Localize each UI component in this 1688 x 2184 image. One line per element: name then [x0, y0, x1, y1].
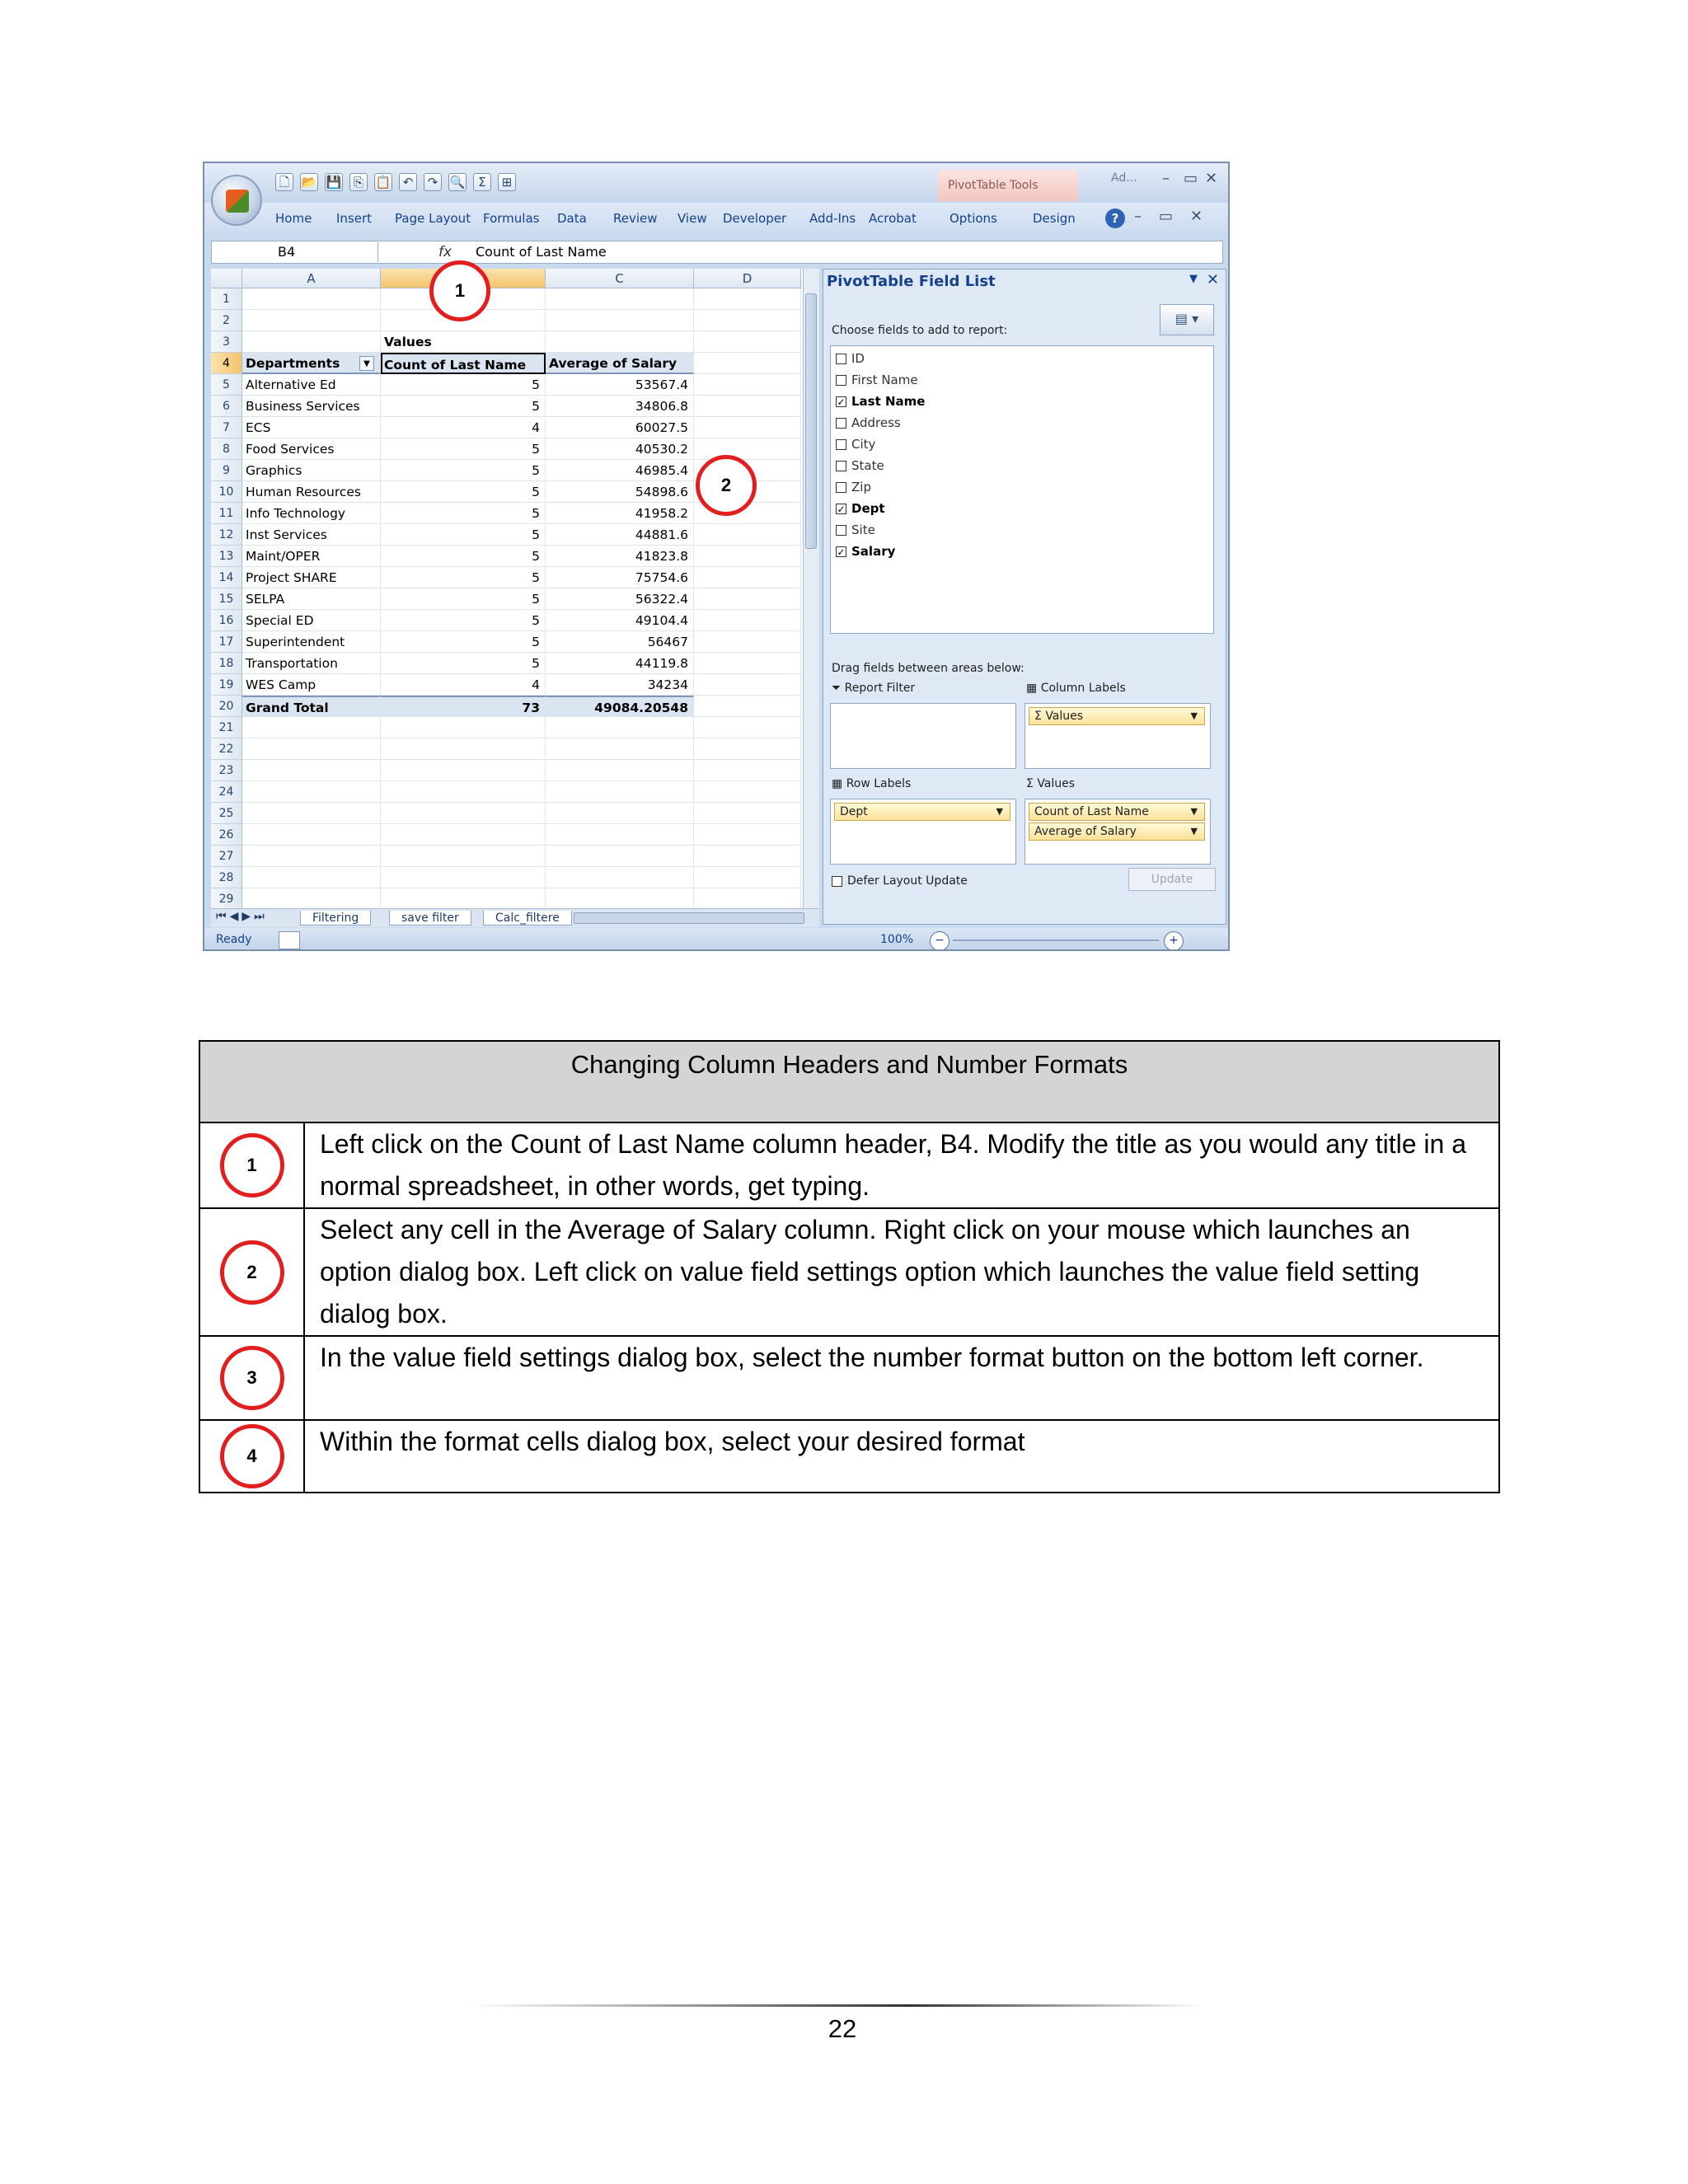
step-row	[199, 1420, 1499, 1493]
chevron-down-icon: ▼	[1190, 710, 1198, 721]
cell-a20[interactable]: Grand Total	[242, 696, 381, 717]
field-label: Salary	[851, 544, 896, 559]
print-preview-icon[interactable]: 🔍	[449, 175, 466, 190]
cell-a2[interactable]	[242, 310, 381, 331]
cell-d12[interactable]	[694, 524, 801, 546]
row-header[interactable]: 3	[211, 331, 242, 353]
cell-c29[interactable]	[546, 888, 694, 908]
field-label: State	[851, 458, 884, 473]
step-number-cell	[199, 1122, 304, 1208]
pane-dropdown-icon[interactable]: ▼	[1189, 273, 1198, 285]
row-header[interactable]: 6	[211, 396, 242, 417]
report-filter-text: Report Filter	[844, 682, 916, 695]
callout-1: 1	[429, 260, 490, 321]
cell-a29[interactable]	[242, 888, 381, 908]
cell-a21[interactable]	[242, 717, 381, 738]
step-row	[199, 1208, 1499, 1336]
chevron-down-icon: ▼	[1190, 806, 1198, 817]
field-layout-icon[interactable]: ▤ ▾	[1160, 304, 1214, 335]
field-checkbox[interactable]	[836, 375, 846, 386]
cell-b11[interactable]: 5	[381, 503, 546, 524]
cell-c14[interactable]: 75754.6	[546, 567, 694, 588]
values-area-text: Values	[1037, 777, 1076, 790]
values-area[interactable]	[1025, 799, 1211, 865]
tab-page-layout[interactable]: Page Layout	[395, 211, 471, 226]
zoom-level: 100%	[880, 933, 914, 946]
cell-a22[interactable]	[242, 738, 381, 760]
row-labels-text: Row Labels	[846, 777, 912, 790]
cell-b6[interactable]: 5	[381, 396, 546, 417]
horizontal-scrollbar[interactable]	[574, 912, 804, 924]
cell-b13[interactable]: 5	[381, 546, 546, 567]
window-title: Ad...	[1111, 171, 1137, 185]
field-checkbox[interactable]	[836, 439, 846, 450]
ribbon-close-icon[interactable]: ✕	[1190, 208, 1203, 225]
cell-b12[interactable]: 5	[381, 524, 546, 546]
callout-2: 2	[696, 455, 757, 516]
cell-a24[interactable]	[242, 781, 381, 803]
column-header-a[interactable]: A	[242, 269, 381, 288]
step-row	[199, 1336, 1499, 1420]
column-header-c[interactable]: C	[546, 269, 694, 288]
step-2-badge: 2	[220, 1240, 284, 1305]
drag-fields-label: Drag fields between areas below:	[832, 662, 1025, 675]
defer-layout-update[interactable]	[832, 874, 968, 888]
row-header[interactable]: 15	[211, 588, 242, 610]
field-list-title: PivotTable Field List	[827, 273, 996, 290]
row-labels-label	[832, 777, 911, 790]
row-header[interactable]: 1	[211, 288, 242, 310]
cell-d27[interactable]	[694, 846, 801, 867]
tab-acrobat[interactable]: Acrobat	[869, 211, 917, 226]
cell-a18[interactable]: Transportation	[242, 653, 381, 674]
sheet-tab-3[interactable]: Calc_filtere	[483, 911, 572, 926]
cell-d16[interactable]	[694, 610, 801, 631]
cell-a1[interactable]	[242, 288, 381, 310]
cell-c15[interactable]: 56322.4	[546, 588, 694, 610]
zoom-in-icon[interactable]: +	[1164, 931, 1184, 951]
name-box[interactable]: B4	[213, 242, 378, 262]
field-label: Zip	[851, 480, 871, 494]
cell-d26[interactable]	[694, 824, 801, 846]
cell-b26[interactable]	[381, 824, 546, 846]
cell-c13[interactable]: 41823.8	[546, 546, 694, 567]
field-item-site[interactable]	[836, 519, 875, 541]
step-4-description: Within the format cells dialog box, select your desired format	[304, 1420, 1499, 1493]
cell-b3[interactable]: Values	[381, 331, 546, 353]
tab-design[interactable]: Design	[1033, 211, 1076, 226]
ribbon-restore-icon[interactable]: ▭	[1159, 208, 1174, 225]
row-header[interactable]: 12	[211, 524, 242, 546]
cell-d19[interactable]	[694, 674, 801, 696]
cell-b25[interactable]	[381, 803, 546, 824]
chevron-down-icon: ▼	[996, 806, 1003, 817]
cell-d24[interactable]	[694, 781, 801, 803]
cell-d14[interactable]	[694, 567, 801, 588]
cell-b8[interactable]: 5	[381, 438, 546, 460]
filter-icon: ⏷	[832, 682, 842, 695]
cell-c10[interactable]: 54898.6	[546, 481, 694, 503]
cell-c12[interactable]: 44881.6	[546, 524, 694, 546]
field-checkbox[interactable]: ✓	[837, 504, 846, 515]
cell-a11[interactable]: Info Technology	[242, 503, 381, 524]
tab-developer[interactable]: Developer	[723, 211, 787, 226]
cell-a3[interactable]	[242, 331, 381, 353]
step-row	[199, 1122, 1499, 1208]
tab-add-ins[interactable]: Add-Ins	[809, 211, 856, 226]
cell-b9[interactable]: 5	[381, 460, 546, 481]
copy-icon[interactable]: ⎘	[349, 173, 368, 191]
row-header[interactable]: 25	[211, 803, 242, 824]
cell-b27[interactable]	[381, 846, 546, 867]
cell-b17[interactable]: 5	[381, 631, 546, 653]
row-header[interactable]: 29	[211, 888, 242, 908]
values-area-label	[1026, 777, 1075, 790]
sheet-tab-1[interactable]: Filtering	[300, 911, 371, 926]
column-labels-area[interactable]	[1025, 703, 1211, 769]
cell-d17[interactable]	[694, 631, 801, 653]
select-all-corner[interactable]	[211, 269, 242, 288]
formula-input[interactable]: Count of Last Name	[476, 244, 607, 260]
field-checkbox[interactable]	[836, 461, 846, 471]
step-3-description: In the value field settings dialog box, select the number format button on the bottom left corner.	[304, 1336, 1499, 1420]
footer-divider	[470, 2004, 1203, 2007]
cell-b23[interactable]	[381, 760, 546, 781]
office-logo-icon	[226, 190, 249, 213]
sheet-tabs-bar	[211, 908, 819, 927]
cell-c7[interactable]: 60027.5	[546, 417, 694, 438]
new-icon[interactable]: 🗋	[275, 173, 293, 191]
row-header[interactable]: 14	[211, 567, 242, 588]
step-2-description: Select any cell in the Average of Salary column. Right click on your mouse which launches an option dialog box. Left click on value field settings option which launches the value field setting dialog box.	[304, 1208, 1499, 1336]
field-label: First Name	[851, 373, 918, 387]
field-checkbox[interactable]	[836, 482, 846, 493]
sigma-icon: Σ	[1034, 710, 1042, 723]
row-header[interactable]: 18	[211, 653, 242, 674]
cell-b5[interactable]: 5	[381, 374, 546, 396]
row-header[interactable]: 16	[211, 610, 242, 631]
cell-d25[interactable]	[694, 803, 801, 824]
sheet-nav-icon[interactable]: ⏮◀▶⏭	[216, 910, 268, 923]
cell-a27[interactable]	[242, 846, 381, 867]
column-header-d[interactable]: D	[694, 269, 801, 288]
cell-c11[interactable]: 41958.2	[546, 503, 694, 524]
cell-b29[interactable]	[381, 888, 546, 908]
pane-close-icon[interactable]: ✕	[1206, 271, 1219, 288]
cell-c8[interactable]: 40530.2	[546, 438, 694, 460]
cell-c19[interactable]: 34234	[546, 674, 694, 696]
step-1-badge: 1	[220, 1133, 284, 1197]
cell-a25[interactable]	[242, 803, 381, 824]
update-button[interactable]: Update	[1128, 868, 1216, 891]
formula-bar	[211, 241, 1223, 264]
row-header[interactable]: 20	[211, 696, 242, 717]
field-item-address[interactable]	[836, 412, 901, 434]
field-checkbox[interactable]	[836, 354, 846, 364]
column-labels-text: Column Labels	[1040, 682, 1126, 695]
filter-dropdown-icon[interactable]: ▼	[359, 356, 374, 371]
tab-options[interactable]: Options	[950, 211, 997, 226]
vertical-scrollbar[interactable]	[803, 269, 819, 908]
minimize-icon[interactable]: –	[1162, 170, 1170, 187]
cell-b28[interactable]	[381, 867, 546, 888]
fx-icon[interactable]: fx	[438, 244, 452, 260]
open-icon[interactable]: 📂	[301, 175, 317, 190]
status-text: Ready	[216, 933, 252, 946]
field-item-id[interactable]	[836, 348, 865, 369]
count-chip-label: Count of Last Name	[1034, 805, 1149, 818]
field-label: Site	[851, 523, 875, 537]
values-chip[interactable]	[1029, 707, 1205, 725]
save-icon[interactable]: 💾	[326, 175, 342, 190]
field-item-last-name[interactable]	[836, 391, 925, 412]
field-item-city[interactable]	[836, 434, 875, 455]
dept-chip-label: Dept	[840, 805, 868, 818]
cell-b21[interactable]	[381, 717, 546, 738]
sum-icon[interactable]: Σ	[473, 173, 491, 191]
field-checkbox[interactable]: ✓	[837, 546, 846, 558]
row-header[interactable]: 22	[211, 738, 242, 760]
restore-icon[interactable]: ▭	[1184, 170, 1198, 187]
field-item-state[interactable]	[836, 455, 884, 476]
field-listbox	[830, 345, 1214, 634]
row-header[interactable]: 9	[211, 460, 242, 481]
close-icon[interactable]: ✕	[1205, 170, 1218, 187]
cell-c26[interactable]	[546, 824, 694, 846]
undo-icon[interactable]: ↶	[399, 173, 417, 191]
step-4-badge: 4	[220, 1424, 284, 1488]
step-number-cell	[199, 1420, 304, 1493]
cell-a23[interactable]	[242, 760, 381, 781]
row-header[interactable]: 17	[211, 631, 242, 653]
cell-a26[interactable]	[242, 824, 381, 846]
cell-d13[interactable]	[694, 546, 801, 567]
cell-d4[interactable]	[694, 353, 801, 374]
cell-d1[interactable]	[694, 288, 801, 310]
pivottable-tools-title: PivotTable Tools	[938, 170, 1078, 201]
cell-d20[interactable]	[694, 696, 801, 717]
zoom-out-icon[interactable]: −	[930, 931, 950, 951]
cell-d3[interactable]	[694, 331, 801, 353]
worksheet-grid	[211, 269, 803, 908]
cell-d21[interactable]	[694, 717, 801, 738]
row-header[interactable]: 24	[211, 781, 242, 803]
field-item-first-name[interactable]	[836, 369, 918, 391]
cell-a9[interactable]: Graphics	[242, 460, 381, 481]
tab-data[interactable]: Data	[557, 211, 587, 226]
defer-checkbox[interactable]	[832, 876, 842, 887]
cell-b10[interactable]: 5	[381, 481, 546, 503]
cell-a16[interactable]: Special ED	[242, 610, 381, 631]
row-header[interactable]: 2	[211, 310, 242, 331]
scroll-thumb[interactable]	[805, 293, 817, 549]
row-header[interactable]: 11	[211, 503, 242, 524]
cell-a10[interactable]: Human Resources	[242, 481, 381, 503]
row-header[interactable]: 26	[211, 824, 242, 846]
tab-formulas[interactable]: Formulas	[483, 211, 540, 226]
cell-d29[interactable]	[694, 888, 801, 908]
field-item-dept[interactable]	[836, 498, 885, 519]
cell-d8[interactable]	[694, 438, 801, 460]
row-labels-area[interactable]	[830, 799, 1016, 865]
field-item-zip[interactable]	[836, 476, 871, 498]
row-header[interactable]: 4	[211, 353, 242, 374]
office-button[interactable]	[211, 175, 262, 226]
cell-c25[interactable]	[546, 803, 694, 824]
row-header[interactable]: 5	[211, 374, 242, 396]
row-header[interactable]: 10	[211, 481, 242, 503]
row-header[interactable]: 13	[211, 546, 242, 567]
borders-icon[interactable]: ⊞	[498, 173, 516, 191]
cell-a13[interactable]: Maint/OPER	[242, 546, 381, 567]
cell-c16[interactable]: 49104.4	[546, 610, 694, 631]
cell-d7[interactable]	[694, 417, 801, 438]
table-header: Changing Column Headers and Number Formats	[199, 1041, 1499, 1122]
cell-d28[interactable]	[694, 867, 801, 888]
values-chip-label: Values	[1045, 710, 1084, 723]
page-number: 22	[828, 2014, 857, 2043]
cell-c28[interactable]	[546, 867, 694, 888]
chevron-down-icon: ▼	[1190, 826, 1198, 837]
instruction-table	[199, 1040, 1500, 1493]
cell-b4[interactable]: Count of Last Name	[381, 353, 546, 374]
field-label: ID	[851, 351, 865, 366]
cell-b20[interactable]: 73	[381, 696, 546, 717]
cell-a7[interactable]: ECS	[242, 417, 381, 438]
column-labels-label	[1026, 682, 1126, 695]
cell-d6[interactable]	[694, 396, 801, 417]
excel-screenshot	[203, 162, 1230, 951]
cell-c27[interactable]	[546, 846, 694, 867]
field-label: Last Name	[851, 394, 926, 409]
pivottable-field-list	[823, 269, 1226, 925]
count-last-name-chip[interactable]	[1029, 803, 1205, 821]
cell-a17[interactable]: Superintendent	[242, 631, 381, 653]
cell-b7[interactable]: 4	[381, 417, 546, 438]
cell-a15[interactable]: SELPA	[242, 588, 381, 610]
cell-d15[interactable]	[694, 588, 801, 610]
cell-c1[interactable]	[546, 288, 694, 310]
rows-icon: ▦	[832, 777, 843, 790]
paste-icon[interactable]: 📋	[375, 175, 392, 190]
status-bar	[204, 928, 1228, 951]
cell-c20[interactable]: 49084.20548	[546, 696, 694, 717]
cell-c17[interactable]: 56467	[546, 631, 694, 653]
defer-label: Defer Layout Update	[847, 874, 968, 888]
redo-icon[interactable]: ↷	[424, 173, 442, 191]
cell-d18[interactable]	[694, 653, 801, 674]
average-chip-label: Average of Salary	[1034, 825, 1137, 838]
cell-c6[interactable]: 34806.8	[546, 396, 694, 417]
cell-a19[interactable]: WES Camp	[242, 674, 381, 696]
cell-b24[interactable]	[381, 781, 546, 803]
row-header[interactable]: 27	[211, 846, 242, 867]
cell-b19[interactable]: 4	[381, 674, 546, 696]
cell-d23[interactable]	[694, 760, 801, 781]
field-checkbox[interactable]	[836, 418, 846, 429]
field-item-salary[interactable]	[836, 541, 895, 562]
steps-body	[199, 1122, 1499, 1493]
cell-c9[interactable]: 46985.4	[546, 460, 694, 481]
cell-a12[interactable]: Inst Services	[242, 524, 381, 546]
table-icon: ▦	[1026, 682, 1038, 695]
row-header[interactable]: 8	[211, 438, 242, 460]
field-label: Dept	[851, 501, 885, 516]
cell-d22[interactable]	[694, 738, 801, 760]
cell-c23[interactable]	[546, 760, 694, 781]
cell-b15[interactable]: 5	[381, 588, 546, 610]
step-3-badge: 3	[220, 1346, 284, 1410]
cell-b14[interactable]: 5	[381, 567, 546, 588]
cell-a8[interactable]: Food Services	[242, 438, 381, 460]
cell-c3[interactable]	[546, 331, 694, 353]
cell-b18[interactable]: 5	[381, 653, 546, 674]
cell-c24[interactable]	[546, 781, 694, 803]
report-filter-area[interactable]	[830, 703, 1016, 769]
cell-b16[interactable]: 5	[381, 610, 546, 631]
cell-a6[interactable]: Business Services	[242, 396, 381, 417]
cell-c18[interactable]: 44119.8	[546, 653, 694, 674]
field-checkbox[interactable]: ✓	[837, 396, 846, 408]
field-label: City	[851, 437, 876, 452]
tab-insert[interactable]: Insert	[336, 211, 373, 226]
cell-b22[interactable]	[381, 738, 546, 760]
cell-c5[interactable]: 53567.4	[546, 374, 694, 396]
field-checkbox[interactable]	[836, 525, 846, 536]
cell-c22[interactable]	[546, 738, 694, 760]
row-header[interactable]: 7	[211, 417, 242, 438]
cell-d2[interactable]	[694, 310, 801, 331]
ribbon-minimize-icon[interactable]: –	[1134, 208, 1142, 225]
help-icon[interactable]: ?	[1105, 209, 1125, 228]
row-header[interactable]: 19	[211, 674, 242, 696]
step-number-cell	[199, 1208, 304, 1336]
average-salary-chip[interactable]	[1029, 823, 1205, 841]
step-number-cell	[199, 1336, 304, 1420]
tab-home[interactable]: Home	[275, 211, 312, 226]
row-header[interactable]: 21	[211, 717, 242, 738]
macro-record-icon[interactable]	[279, 931, 300, 949]
row-header[interactable]: 28	[211, 867, 242, 888]
cell-d5[interactable]	[694, 374, 801, 396]
zoom-slider[interactable]	[953, 940, 1159, 941]
choose-fields-label: Choose fields to add to report:	[832, 324, 1008, 337]
cell-c4[interactable]: Average of Salary	[546, 353, 694, 374]
step-1-description: Left click on the Count of Last Name column header, B4. Modify the title as you would any title in a normal spreadsheet, in other words, get typing.	[304, 1122, 1499, 1208]
cell-a14[interactable]: Project SHARE	[242, 567, 381, 588]
tab-view[interactable]: View	[678, 211, 707, 226]
tab-review[interactable]: Review	[613, 211, 658, 226]
cell-c21[interactable]	[546, 717, 694, 738]
dept-chip[interactable]	[834, 803, 1010, 821]
row-header[interactable]: 23	[211, 760, 242, 781]
sheet-tab-2[interactable]: save filter	[389, 911, 471, 926]
sigma-icon: Σ	[1026, 777, 1034, 790]
cell-c2[interactable]	[546, 310, 694, 331]
cell-a28[interactable]	[242, 867, 381, 888]
cell-a5[interactable]: Alternative Ed	[242, 374, 381, 396]
report-filter-label	[832, 682, 915, 695]
cell-a4[interactable]: Departments	[242, 353, 381, 374]
field-label: Address	[851, 415, 901, 430]
